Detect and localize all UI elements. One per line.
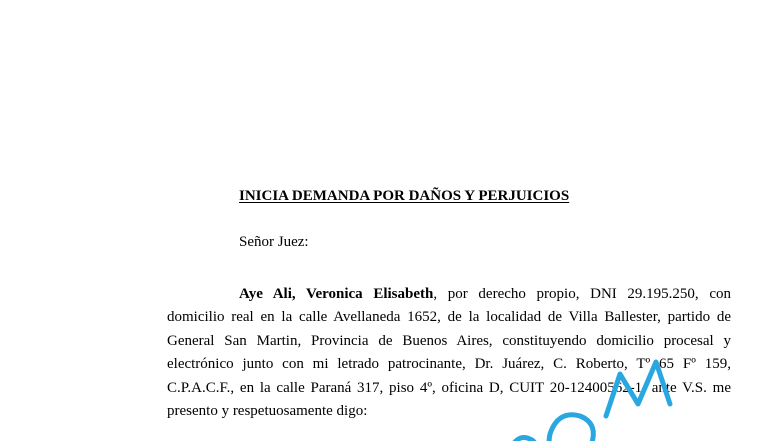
- document-title: INICIA DEMANDA POR DAÑOS Y PERJUICIOS: [239, 188, 570, 204]
- paragraph-line-1: [167, 283, 731, 306]
- paragraph-line-1-text: , por derecho propio, DNI 29.195.250, con: [433, 286, 731, 302]
- body-paragraph: [167, 283, 731, 423]
- paragraph-line-6: presento y respetuosamente digo:: [167, 402, 368, 419]
- paragraph-line-5: C.P.A.C.F., en la calle Paraná 317, piso 4º, oficina D, CUIT 20-12400562-1, ante V.S. me: [167, 379, 731, 396]
- paragraph-line-4: electrónico junto con mi letrado patrocinante, Dr. Juárez, C. Roberto, Tº 65 Fº 159,: [167, 356, 731, 373]
- paragraph-line-2: domicilio real en la calle Avellaneda 1652, de la localidad de Villa Ballester, partido de: [167, 309, 731, 326]
- paragraph-line-3: General San Martin, Provincia de Buenos Aires, constituyendo domicilio procesal y: [167, 332, 731, 349]
- watermark-stroke-1: [510, 438, 537, 441]
- party-name: Aye Ali, Veronica Elisabeth: [239, 286, 434, 302]
- salutation: Señor Juez:: [239, 234, 309, 250]
